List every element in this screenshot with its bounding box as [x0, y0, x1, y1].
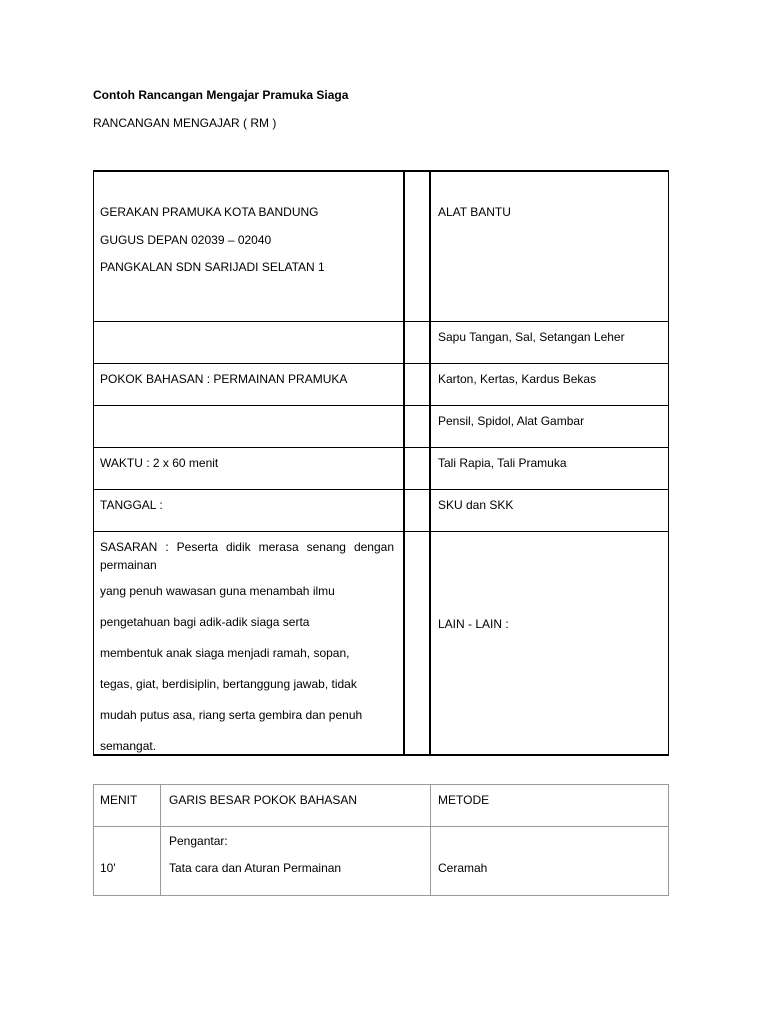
alat-bantu-item: Pensil, Spidol, Alat Gambar: [438, 414, 585, 428]
alat-bantu-item: SKU dan SKK: [438, 498, 514, 512]
row-divider: [93, 321, 669, 322]
table-border-left: [93, 784, 94, 896]
tanggal-label: TANGGAL :: [100, 498, 163, 512]
outline-detail: Tata cara dan Aturan Permainan: [169, 861, 342, 875]
table-border-top: [93, 784, 669, 785]
table-border-right: [668, 784, 669, 896]
document-subtitle: RANCANGAN MENGAJAR ( RM ): [93, 116, 277, 130]
sasaran-line: semangat.: [100, 739, 157, 753]
outline-label: Pengantar:: [169, 834, 228, 848]
alat-bantu-heading: ALAT BANTU: [438, 205, 511, 219]
sasaran-line: yang penuh wawasan guna menambah ilmu: [100, 584, 335, 598]
metode-value: Ceramah: [438, 861, 488, 875]
school-org-line: GERAKAN PRAMUKA KOTA BANDUNG: [100, 205, 319, 219]
column-header-metode: METODE: [438, 793, 490, 807]
sasaran-line: tegas, giat, berdisiplin, bertanggung jawab, tidak: [100, 677, 357, 691]
alat-bantu-item: Karton, Kertas, Kardus Bekas: [438, 372, 597, 386]
alat-bantu-item: Sapu Tangan, Sal, Setangan Leher: [438, 330, 625, 344]
school-pangkalan-line: PANGKALAN SDN SARIJADI SELATAN 1: [100, 260, 325, 274]
menit-value: 10': [100, 861, 116, 875]
column-header-menit: MENIT: [100, 793, 138, 807]
school-gugus-line: GUGUS DEPAN 02039 – 02040: [100, 233, 272, 247]
lain-lain-label: LAIN - LAIN :: [438, 617, 509, 631]
row-divider: [93, 363, 669, 364]
row-divider: [93, 447, 669, 448]
alat-bantu-item: Tali Rapia, Tali Pramuka: [438, 456, 567, 470]
pokok-bahasan-label: POKOK BAHASAN : PERMAINAN PRAMUKA: [100, 372, 348, 386]
table-border-right: [668, 170, 669, 756]
sasaran-line: membentuk anak siaga menjadi ramah, sopan,: [100, 646, 350, 660]
row-divider: [93, 531, 669, 532]
table-border-bottom: [93, 895, 669, 896]
sasaran-block: [100, 538, 394, 760]
column-divider: [160, 784, 161, 896]
row-divider: [93, 826, 669, 827]
table-border-top: [93, 170, 669, 172]
column-divider: [429, 170, 431, 756]
row-divider: [93, 489, 669, 490]
column-header-garis-besar: GARIS BESAR POKOK BAHASAN: [169, 793, 358, 807]
sasaran-line: mudah putus asa, riang serta gembira dan penuh: [100, 708, 363, 722]
sasaran-first-line: SASARAN : Peserta didik merasa senang dengan permainan: [100, 540, 394, 572]
document-title: Contoh Rancangan Mengajar Pramuka Siaga: [93, 88, 349, 102]
column-divider: [430, 784, 431, 896]
sasaran-line: pengetahuan bagi adik-adik siaga serta: [100, 615, 310, 629]
waktu-label: WAKTU : 2 x 60 menit: [100, 456, 219, 470]
table-border-left: [93, 170, 94, 756]
column-divider: [403, 170, 405, 756]
row-divider: [93, 405, 669, 406]
